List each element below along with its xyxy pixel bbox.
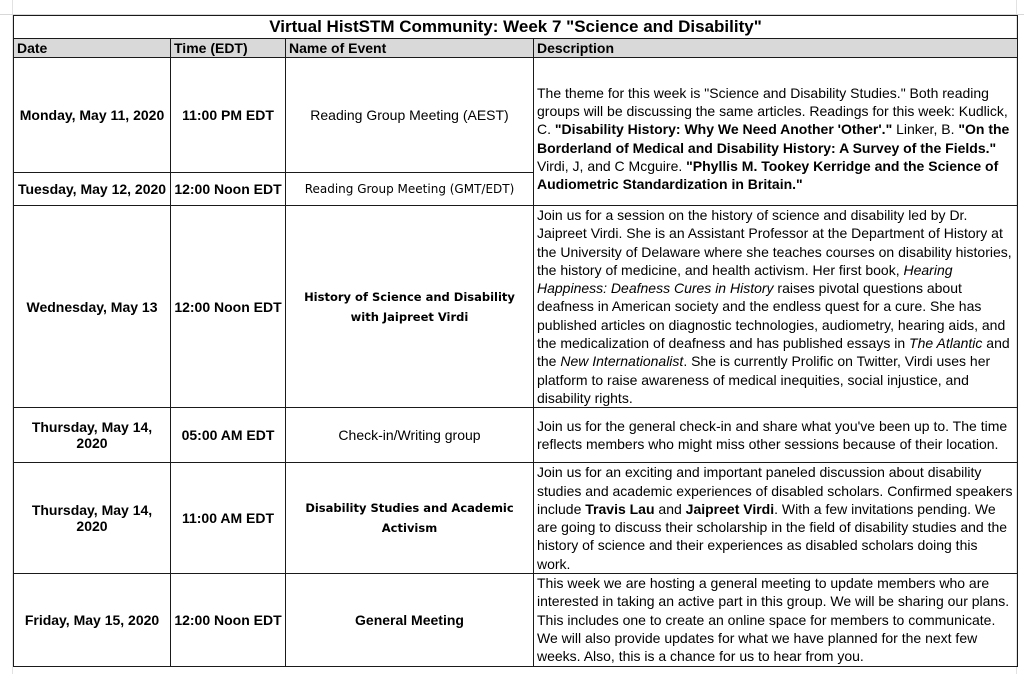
date-cell: Thursday, May 14, 2020 — [14, 408, 171, 463]
time-cell: 11:00 PM EDT — [171, 58, 286, 173]
header-row — [14, 39, 1018, 58]
description-text: Join us for a session on the history of science and disability led by Dr. Jaipreet Virdi. She is an Assistant Professor at the Department of History at the University of Delaware where she teaches courses on disability histories, the history of medicine, and health activism. Her first book, — [537, 207, 1012, 278]
column-header-event: Name of Event — [286, 39, 534, 58]
book-title: Hearing Happiness: Deafness Cures in History — [537, 261, 953, 297]
reading-title-2: "On the Borderland of Medical and Disability History: A Survey of the Fields." — [537, 121, 1010, 156]
event-name-cell: Disability Studies and Academic Activism — [286, 463, 534, 574]
date-cell: Wednesday, May 13 — [14, 206, 171, 408]
table-title: Virtual HistSTM Community: Week 7 "Science and Disability" — [14, 16, 1018, 39]
table-row — [14, 206, 1018, 408]
reading-title-3: "Phyllis M. Tookey Kerridge and the Science of Audiometric Standardization in Britain." — [537, 157, 999, 193]
table-row — [14, 58, 1018, 173]
speaker-name: Travis Lau — [585, 500, 655, 517]
table-row — [14, 574, 1018, 666]
table-row — [14, 408, 1018, 463]
description-text: The theme for this week is "Science and Disability Studies." Both reading groups will be discussing the same articles. Readings for this week: Kudlick, C. — [537, 84, 1008, 138]
event-name-cell: History of Science and Disability with Jaipreet Virdi — [286, 206, 534, 408]
event-name-cell: General Meeting — [286, 574, 534, 666]
event-name-cell: Reading Group Meeting (GMT/EDT) — [286, 173, 534, 206]
description-text: and — [654, 500, 686, 517]
table-row — [14, 463, 1018, 574]
description-text: . With a few invitations pending. We are going to discuss their scholarship in the field of disability studies and the history of science and their experiences as disabled scholars doing this work. — [537, 500, 1008, 572]
date-cell: Tuesday, May 12, 2020 — [14, 173, 171, 206]
column-header-time: Time (EDT) — [171, 39, 286, 58]
publication-title: New Internationalist — [560, 353, 684, 370]
title-row — [14, 16, 1018, 39]
schedule-table — [13, 15, 1018, 667]
time-cell: 12:00 Noon EDT — [171, 173, 286, 206]
description-text: Linker, B. — [892, 121, 959, 138]
speaker-name: Jaipreet Virdi — [685, 500, 775, 517]
description-text: This week we are hosting a general meeting to update members who are interested in taking an active part in this group. We will be sharing our plans. This includes one to create an online space for members to communicate. We will also provide updates for what we have planned for the next few weeks. Also, this is a chance for us to hear from you. — [537, 575, 1010, 665]
description-text: and the — [537, 335, 1010, 370]
column-header-date: Date — [14, 39, 171, 58]
date-cell: Monday, May 11, 2020 — [14, 58, 171, 173]
description-text: raises pivotal questions about deafness in American society and the endless quest for a cure. She has published articles on diagnostic technologies, audiometry, hearing aids, and the medicalization of deafness and has published essays in — [537, 280, 1006, 352]
description-cell — [534, 58, 1018, 206]
event-name-cell: Check-in/Writing group — [286, 408, 534, 463]
time-cell: 12:00 Noon EDT — [171, 206, 286, 408]
time-cell: 11:00 AM EDT — [171, 463, 286, 574]
date-cell: Friday, May 15, 2020 — [14, 574, 171, 666]
description-cell — [534, 574, 1018, 666]
description-cell — [534, 408, 1018, 463]
description-text: Virdi, J, and C Mcguire. — [537, 157, 687, 174]
reading-title-1: "Disability History: Why We Need Another 'Other'." — [554, 121, 893, 138]
description-text: Join us for an exciting and important paneled discussion about disability studies and academic experiences of disabled scholars. Confirmed speakers include — [537, 464, 1013, 517]
time-cell: 05:00 AM EDT — [171, 408, 286, 463]
column-header-description: Description — [534, 39, 1018, 58]
description-cell — [534, 206, 1018, 408]
time-cell: 12:00 Noon EDT — [171, 574, 286, 666]
description-text: . She is currently Prolific on Twitter, Virdi uses her platform to raise awareness of medical inequities, social injustice, and disability rights. — [537, 353, 991, 406]
description-text: Join us for the general check-in and share what you've been up to. The time reflects members who might miss other sessions because of their location. — [537, 417, 1008, 453]
description-cell — [534, 463, 1018, 574]
date-cell: Thursday, May 14, 2020 — [14, 463, 171, 574]
event-name-cell: Reading Group Meeting (AEST) — [286, 58, 534, 173]
publication-title: The Atlantic — [909, 335, 983, 352]
